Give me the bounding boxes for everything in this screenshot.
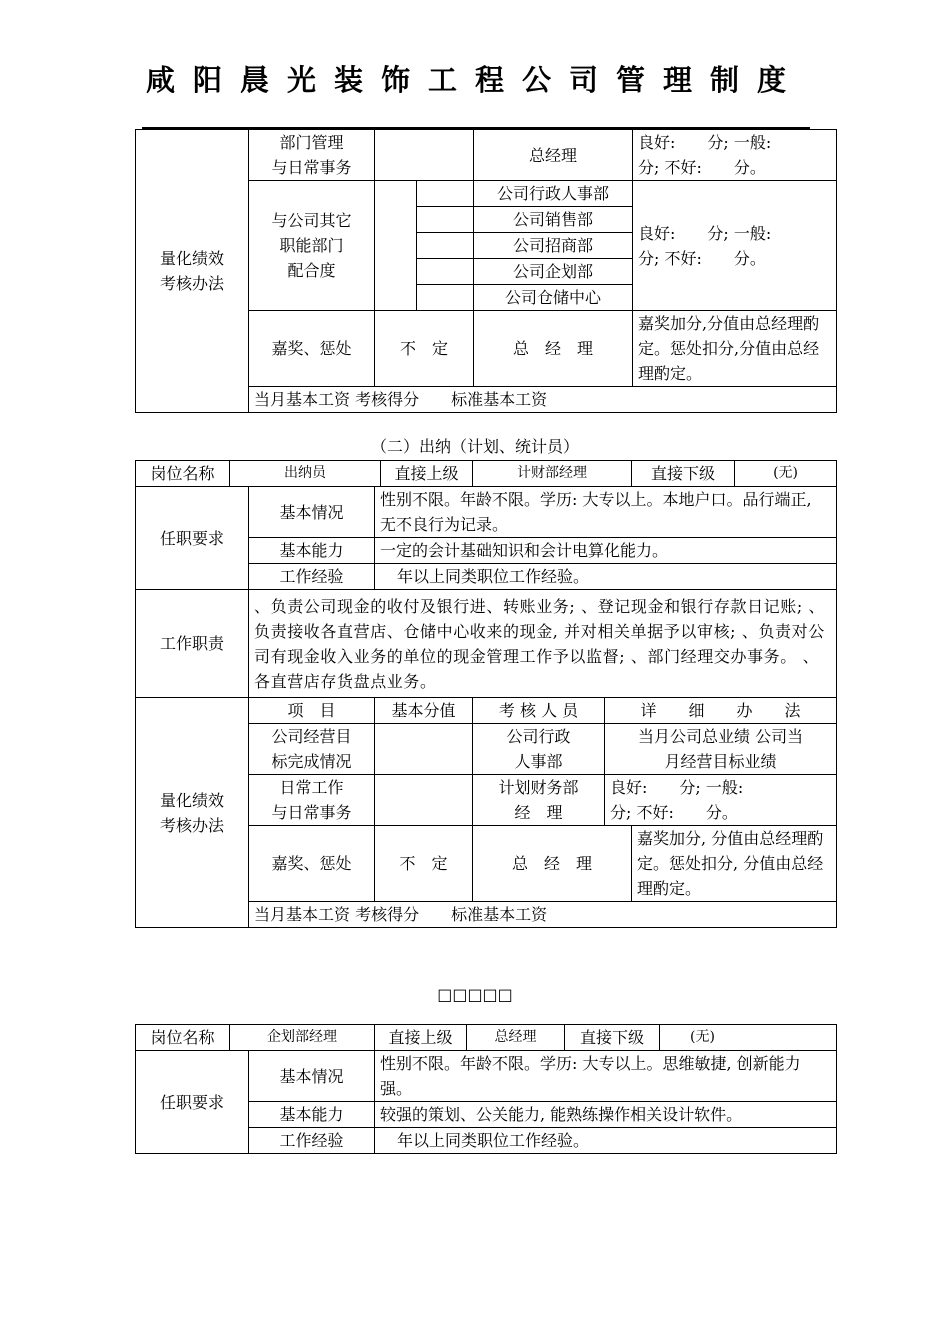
requirements-label: 任职要求 — [136, 487, 249, 590]
header-item: 项 目 — [249, 698, 375, 724]
duties-value: 、负责公司现金的收付及银行进、转账业务; 、登记现金和银行存款日记账; 、负责接收各直营店、仓储中心收来的现金, 并对相关单据予以审核; 、负责对公司有现金收入业务的单位的现金管理工作予以监督; 、部门经理交办事务。 、各直营店存货盘点业务。 — [249, 590, 837, 698]
item-cooperation: 与公司其它 职能部门 配合度 — [249, 181, 375, 311]
basic-value: 性别不限。年龄不限。学历: 大专以上。本地户口。品行端正, 无不良行为记录。 — [375, 487, 837, 538]
dept-planning: 公司企划部 — [474, 259, 633, 285]
item-business-target: 公司经营目 标完成情况 — [249, 724, 375, 775]
blank-cell — [417, 285, 474, 311]
section-title-cashier: （二）出纳（计划、统计员） — [370, 437, 579, 456]
experience-value: 年以上同类职位工作经验。 — [375, 564, 837, 590]
job-table-cashier — [135, 460, 837, 928]
post-value: 出纳员 — [230, 461, 381, 487]
score-variable: 不 定 — [375, 826, 473, 902]
salary-formula: 当月基本工资 考核得分 标准基本工资 — [249, 387, 837, 413]
basic-value: 性别不限。年龄不限。学历: 大专以上。思维敏捷, 创新能力强。 — [375, 1051, 837, 1102]
dept-warehouse: 公司仓储中心 — [474, 285, 633, 311]
experience-label: 工作经验 — [249, 564, 375, 590]
dept-investment: 公司招商部 — [474, 233, 633, 259]
subordinate-value: (无) — [735, 461, 837, 487]
subordinate-value: (无) — [660, 1025, 837, 1051]
subordinate-label: 直接下级 — [565, 1025, 660, 1051]
header-assessor: 考 核 人 员 — [473, 698, 605, 724]
assessor-gm: 总 经 理 — [474, 311, 633, 387]
method-rating: 良好: 分; 一般: 分; 不好: 分。 — [633, 181, 837, 311]
blank-cell — [417, 181, 474, 207]
method-rating: 良好: 分; 一般: 分; 不好: 分。 — [633, 130, 837, 181]
assessor-admin-hr: 公司行政 人事部 — [473, 724, 605, 775]
score-cell — [375, 181, 417, 311]
salary-formula: 当月基本工资 考核得分 标准基本工资 — [249, 902, 837, 928]
dept-admin-hr: 公司行政人事部 — [474, 181, 633, 207]
duties-label: 工作职责 — [136, 590, 249, 698]
quant-label: 量化绩效 考核办法 — [136, 698, 249, 928]
score-cell — [375, 724, 473, 775]
method-reward: 嘉奖加分, 分值由总经理酌定。惩处扣分, 分值由总经理酌定。 — [632, 826, 837, 902]
post-value: 企划部经理 — [230, 1025, 375, 1051]
blank-cell — [417, 233, 474, 259]
method-reward: 嘉奖加分,分值由总经理酌定。惩处扣分,分值由总经理酌定。 — [633, 311, 837, 387]
post-label: 岗位名称 — [136, 1025, 230, 1051]
job-table-planning — [135, 1024, 837, 1154]
subordinate-label: 直接下级 — [632, 461, 735, 487]
ability-value: 一定的会计基础知识和会计电算化能力。 — [375, 538, 837, 564]
ability-label: 基本能力 — [249, 538, 375, 564]
superior-label: 直接上级 — [375, 1025, 467, 1051]
basic-label: 基本情况 — [249, 487, 375, 538]
item-daily-work: 日常工作 与日常事务 — [249, 775, 375, 826]
score-cell — [375, 130, 474, 181]
basic-label: 基本情况 — [249, 1051, 375, 1102]
assessor-gm: 总经理 — [474, 130, 633, 181]
performance-table-1 — [135, 129, 837, 413]
quant-label: 量化绩效 考核办法 — [136, 130, 249, 413]
blank-cell — [417, 207, 474, 233]
document-title: 咸阳晨光装饰工程公司管理制度 — [145, 63, 804, 97]
method-rating: 良好: 分; 一般: 分; 不好: 分。 — [605, 775, 837, 826]
superior-value: 总经理 — [467, 1025, 565, 1051]
requirements-label: 任职要求 — [136, 1051, 249, 1154]
item-reward-penalty: 嘉奖、惩处 — [249, 311, 375, 387]
method-business-target: 当月公司总业绩 公司当 月经营目标业绩 — [605, 724, 837, 775]
superior-label: 直接上级 — [381, 461, 473, 487]
item-reward-penalty: 嘉奖、惩处 — [249, 826, 375, 902]
experience-value: 年以上同类职位工作经验。 — [375, 1128, 837, 1154]
post-label: 岗位名称 — [136, 461, 230, 487]
experience-label: 工作经验 — [249, 1128, 375, 1154]
score-variable: 不 定 — [375, 311, 474, 387]
dept-sales: 公司销售部 — [474, 207, 633, 233]
item-dept-management: 部门管理 与日常事务 — [249, 130, 375, 181]
header-score: 基本分值 — [375, 698, 473, 724]
ability-value: 较强的策划、公关能力, 能熟练操作相关设计软件。 — [375, 1102, 837, 1128]
assessor-finance: 计划财务部 经 理 — [473, 775, 605, 826]
superior-value: 计财部经理 — [473, 461, 632, 487]
section-title-planning: □□□□□ — [437, 985, 513, 1004]
header-method: 详 细 办 法 — [605, 698, 837, 724]
assessor-gm: 总 经 理 — [473, 826, 632, 902]
blank-cell — [417, 259, 474, 285]
score-cell — [375, 775, 473, 826]
ability-label: 基本能力 — [249, 1102, 375, 1128]
